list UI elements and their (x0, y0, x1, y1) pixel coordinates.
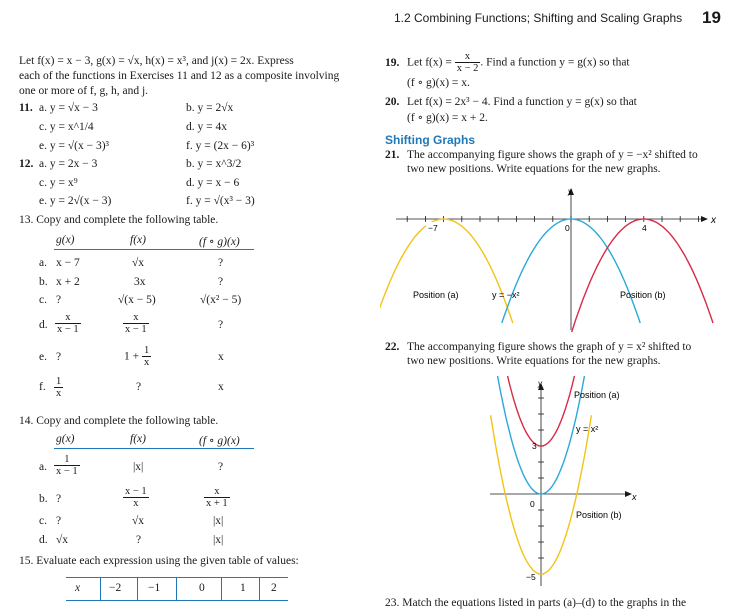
ex14-row-d-label: d. (39, 534, 48, 546)
ex13-row-c-fg: √(x² − 5) (200, 294, 242, 306)
ex13-row-e-f-num: 1 (144, 345, 150, 356)
ex14-row-d-f: ? (136, 534, 142, 546)
ex13-row-b-g: x + 2 (56, 276, 80, 288)
ex15-col-x: x (75, 582, 81, 594)
figure-22 (480, 376, 680, 588)
ex13-row-e-f-den: x (144, 357, 150, 368)
ex11-f: f. y = (2x − 6)³ (186, 140, 255, 152)
fig21-position-b-label: Position (b) (620, 290, 666, 300)
ex14-header-fg: (f ∘ g)(x) (199, 435, 240, 447)
ex12-a: a. y = 2x − 3 (39, 158, 98, 170)
ex13-row-c-f: √(x − 5) (118, 294, 156, 306)
ex13-row-f-g (54, 376, 63, 399)
ex13-row-e-g: ? (56, 351, 62, 363)
ex14-row-a-g-num: 1 (54, 454, 80, 466)
ex13-row-d-label: d. (39, 319, 48, 331)
ex12-e: e. y = 2√(x − 3) (39, 195, 112, 207)
fig22-x-label: x (632, 492, 637, 502)
ex14-row-c-label: c. (39, 515, 47, 527)
ex15-title: 15. Evaluate each expression using the given table of values: (19, 555, 299, 567)
ex14-row-c-fg: |x| (213, 515, 224, 527)
ex13-row-f-g-num: 1 (56, 376, 62, 387)
fig21-tick-4: 4 (642, 223, 647, 233)
fig21-tick-0: 0 (565, 223, 570, 233)
fig22-tick-3: 3 (532, 441, 537, 451)
ex15-table-bottom-rule (66, 600, 288, 601)
ex21-line-1: The accompanying figure shows the graph of y = −x² shifted to (407, 149, 698, 161)
ex13-row-b-fg: ? (218, 276, 224, 288)
ex15-divider-1 (100, 578, 101, 600)
ex13-row-d-f-num: x (123, 312, 149, 324)
ex14-row-a-g-den: x − 1 (56, 466, 78, 477)
ex11-e: e. y = √(x − 3)³ (39, 140, 109, 152)
fig21-x-label: x (711, 215, 716, 226)
ex13-row-a-fg: ? (218, 257, 224, 269)
ex20-number: 20. (385, 96, 400, 108)
section-heading: Shifting Graphs (385, 133, 475, 147)
ex13-row-c-label: c. (39, 294, 47, 306)
ex19-line-2: (f ∘ g)(x) = x. (407, 77, 470, 89)
ex13-header-rule (54, 249, 254, 250)
ex11-number: 11. (19, 102, 33, 114)
ex14-row-b-f-num: x − 1 (125, 486, 147, 497)
ex15-col-neg2: −2 (109, 582, 122, 594)
ex14-row-d-g: √x (56, 534, 69, 546)
page-number: 19 (702, 8, 721, 27)
ex12-b: b. y = x^3/2 (186, 158, 242, 170)
ex14-header-rule (54, 448, 254, 449)
ex13-row-e-fg: x (218, 351, 224, 363)
ex13-row-f-label: f. (39, 381, 46, 393)
ex15-divider-4 (221, 578, 222, 600)
ex19-line-1 (407, 51, 630, 74)
ex13-header-fg: (f ∘ g)(x) (199, 236, 240, 248)
ex12-c: c. y = x⁹ (39, 177, 78, 189)
running-header: 1.2 Combining Functions; Shifting and Scaling Graphs (394, 11, 683, 25)
ex13-row-a-label: a. (39, 257, 47, 269)
ex15-col-neg1: −1 (148, 582, 161, 594)
intro-line-3: one or more of f, g, h, and j. (19, 85, 149, 97)
ex14-title: 14. Copy and complete the following table. (19, 415, 219, 427)
ex14-row-a-label: a. (39, 461, 47, 473)
ex15-divider-2 (137, 578, 138, 600)
ex15-col-0: 0 (199, 582, 205, 594)
ex13-row-d-f (123, 312, 149, 335)
ex19-frac-num: x (455, 51, 481, 63)
ex14-row-b-f (123, 486, 149, 509)
ex11-a: a. y = √x − 3 (39, 102, 98, 114)
ex21-line-2: two new positions. Write equations for the new graphs. (407, 163, 661, 175)
ex14-row-c-g: ? (56, 515, 62, 527)
ex23-line-1: 23. Match the equations listed in parts (a)–(d) to the graphs in the (385, 597, 687, 609)
ex13-row-f-fg: x (218, 381, 224, 393)
ex13-row-d-g-num: x (55, 312, 81, 324)
ex14-row-b-fg-den: x + 1 (206, 498, 228, 509)
fig21-curve-position-b (571, 219, 713, 332)
ex22-line-2: two new positions. Write equations for the new graphs. (407, 355, 661, 367)
fig22-y-label: y (538, 379, 542, 388)
ex13-row-d-f-den: x − 1 (125, 324, 147, 335)
ex13-title: 13. Copy and complete the following table. (19, 214, 219, 226)
ex12-d: d. y = x − 6 (186, 177, 240, 189)
ex13-row-f-g-den: x (56, 388, 62, 399)
ex14-row-a-f: |x| (133, 461, 144, 473)
intro-line-1: Let f(x) = x − 3, g(x) = √x, h(x) = x³, and j(x) = 2x. Express (19, 55, 294, 67)
ex11-b: b. y = 2√x (186, 102, 234, 114)
ex13-header-g: g(x) (56, 234, 75, 246)
ex15-divider-5 (259, 578, 260, 600)
ex14-row-b-fg-num: x (204, 486, 230, 498)
ex13-row-d-g-den: x − 1 (57, 324, 79, 335)
ex19-pre: Let f(x) = (407, 56, 455, 69)
ex15-divider-3 (176, 578, 177, 600)
figure-21 (380, 182, 730, 332)
fig21-y-label: y (568, 187, 572, 196)
ex13-row-d-fg: ? (218, 319, 224, 331)
ex14-row-b-g: ? (56, 493, 62, 505)
ex13-row-e-f-pre: 1 + (124, 350, 142, 363)
ex13-row-d-g (55, 312, 81, 335)
ex22-line-1: The accompanying figure shows the graph of y = x² shifted to (407, 341, 692, 353)
fig22-tick-0: 0 (530, 499, 535, 509)
ex19-number: 19. (385, 57, 400, 69)
fig22-tick-neg5: −5 (526, 572, 536, 582)
fig22-position-a-label: Position (a) (574, 390, 620, 400)
ex13-row-f-f: ? (136, 381, 142, 393)
ex14-row-b-label: b. (39, 493, 48, 505)
fig21-curve-position-a (380, 219, 513, 323)
ex13-header-f: f(x) (130, 234, 146, 246)
ex13-row-c-g: ? (56, 294, 62, 306)
ex14-row-a-fg: ? (218, 461, 224, 473)
ex14-header-f: f(x) (130, 433, 146, 445)
fig21-x-arrow (701, 216, 708, 222)
fig22-base-label: y = x² (576, 424, 599, 434)
ex13-row-a-f: √x (132, 257, 145, 269)
ex13-row-a-g: x − 7 (56, 257, 80, 269)
ex11-d: d. y = 4x (186, 121, 227, 133)
ex15-col-1: 1 (240, 582, 246, 594)
fig22-position-b-label: Position (b) (576, 510, 622, 520)
ex20-line-1: Let f(x) = 2x³ − 4. Find a function y = g(x) so that (407, 96, 637, 108)
ex14-row-c-f: √x (132, 515, 145, 527)
ex12-number: 12. (19, 158, 34, 170)
ex14-row-b-f-den: x (133, 498, 139, 509)
fig21-tick-neg7: −7 (428, 223, 438, 233)
ex11-c: c. y = x^1/4 (39, 121, 94, 133)
ex21-number: 21. (385, 149, 400, 161)
ex13-row-e-label: e. (39, 351, 47, 363)
ex14-row-b-fg (204, 486, 230, 509)
fig22-x-arrow (625, 491, 632, 497)
ex22-number: 22. (385, 341, 400, 353)
ex20-line-2: (f ∘ g)(x) = x + 2. (407, 112, 488, 124)
ex14-row-d-fg: |x| (213, 534, 224, 546)
ex12-f: f. y = √(x³ − 3) (186, 195, 255, 207)
ex14-header-g: g(x) (56, 433, 75, 445)
ex13-row-b-label: b. (39, 276, 48, 288)
ex14-row-a-g (54, 454, 80, 477)
ex13-row-b-f: 3x (134, 276, 146, 288)
fig21-base-label: y = −x² (492, 290, 520, 300)
intro-line-2: each of the functions in Exercises 11 and 12 as a composite involving (19, 70, 340, 82)
ex15-col-2: 2 (271, 582, 277, 594)
ex19-post: . Find a function y = g(x) so that (480, 56, 630, 69)
ex19-frac-den: x − 2 (456, 63, 479, 74)
ex13-row-e-f (124, 345, 151, 368)
fig21-position-a-label: Position (a) (413, 290, 459, 300)
